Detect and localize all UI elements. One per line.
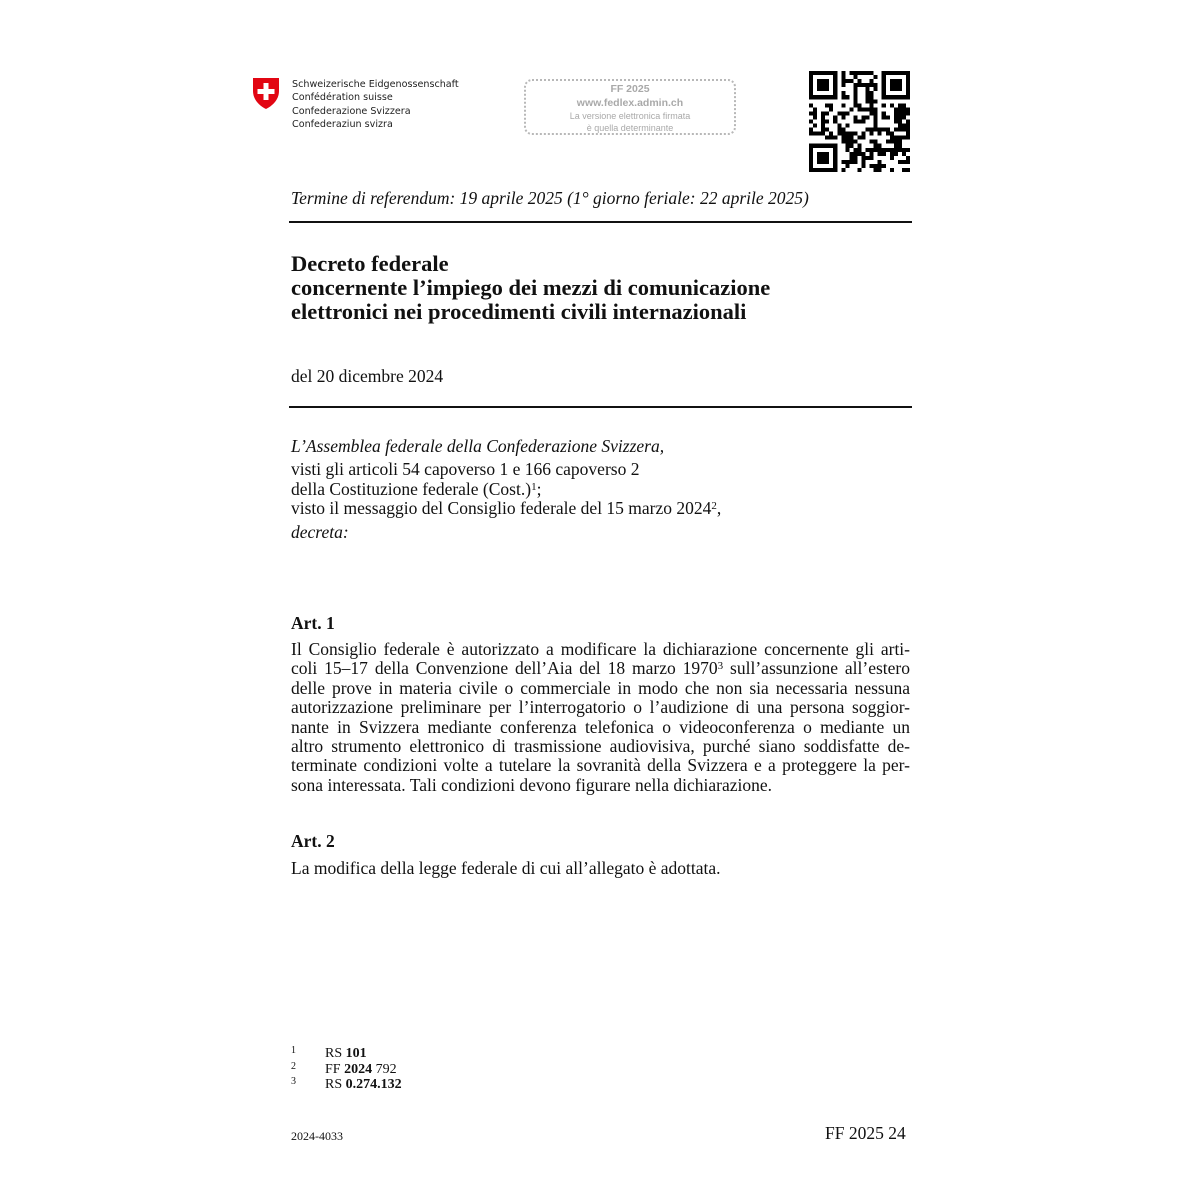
article-line: terminate condizioni volte a tutelare la sovranità della Svizzera e a proteggere la per- <box>291 755 910 776</box>
article-1-body <box>291 640 910 795</box>
article-line: altro strumento elettronico di trasmissione audiovisiva, purché siano soddisfatte de- <box>291 735 910 756</box>
article-line: autorizzazione preliminare per l’interrogatorio o l’audizione di una persona soggior- <box>291 697 910 718</box>
preamble-decreta: decreta: <box>291 521 349 542</box>
title-line: elettronici nei procedimenti civili internazionali <box>291 299 747 324</box>
title-line: concernente l’impiego dei mezzi di comunicazione <box>291 275 771 300</box>
footnote-number: 2 <box>291 1060 296 1072</box>
footnote-text <box>325 1077 402 1093</box>
page-reference: FF 2025 24 <box>825 1123 906 1143</box>
preamble-line <box>291 499 721 518</box>
preamble-line: visti gli articoli 54 capoverso 1 e 166 capoverso 2 <box>291 459 640 480</box>
preamble-line <box>291 480 721 499</box>
article-1-heading: Art. 1 <box>291 613 335 633</box>
article-line <box>291 659 910 678</box>
confederation-name-it: Confederazione Svizzera <box>292 105 411 117</box>
footnote-ref[interactable]: 2 <box>711 500 717 513</box>
article-line: sona interessata. Tali condizioni devono figurare nella dichiarazione. <box>291 774 772 795</box>
divider <box>289 406 912 408</box>
footnote-text <box>325 1046 367 1062</box>
preamble-assembly: L’Assemblea federale della Confederazione Svizzera, <box>291 436 665 456</box>
footnote-prefix: FF <box>325 1061 345 1077</box>
article-2-heading: Art. 2 <box>291 831 335 851</box>
article-2-body: La modifica della legge federale di cui all’allegato è adottata. <box>291 858 721 878</box>
article-text: sull’assunzione all’estero <box>723 658 910 679</box>
preamble-punct: , <box>716 498 722 519</box>
confederation-name-de: Schweizerische Eidgenossenschaft <box>292 79 459 90</box>
qr-code <box>809 71 910 172</box>
footnote-suffix: 792 <box>372 1061 397 1077</box>
preamble <box>291 437 721 542</box>
stamp-note-2: è quella determinante <box>586 123 674 133</box>
confederation-names <box>292 78 459 132</box>
electronic-version-stamp <box>524 79 736 135</box>
footnote-bold: 2024 <box>344 1061 373 1077</box>
footnote-bold: 0.274.132 <box>345 1077 402 1093</box>
referendum-deadline: Termine di referendum: 19 aprile 2025 (1° giorno feriale: 22 aprile 2025) <box>291 188 809 208</box>
title-line: Decreto federale <box>291 251 449 276</box>
document-title <box>291 252 770 324</box>
footnote-prefix: RS <box>325 1077 346 1093</box>
divider <box>289 221 912 223</box>
footnote-text <box>325 1062 397 1078</box>
preamble-text: della Costituzione federale (Cost.) <box>291 478 532 499</box>
preamble-punct: ; <box>536 478 542 499</box>
article-line: delle prove in materia civile o commerciale in modo che non sia necessaria nessuna <box>291 677 910 698</box>
article-line: Il Consiglio federale è autorizzato a modificare la dichiarazione concernente gli arti- <box>291 639 910 659</box>
stamp-issue: FF 2025 <box>610 83 650 95</box>
swiss-crest-icon <box>252 77 280 110</box>
footnote-number: 3 <box>291 1076 296 1088</box>
document-date: del 20 dicembre 2024 <box>291 366 444 386</box>
footnote-ref[interactable]: 3 <box>717 660 724 673</box>
stamp-note-1: La versione elettronica firmata <box>569 111 691 121</box>
article-text: coli 15–17 della Convenzione dell’Aia del 18 marzo 1970 <box>291 658 718 679</box>
stamp-url: www.fedlex.admin.ch <box>576 97 684 109</box>
preamble-text: visto il messaggio del Consiglio federale del 15 marzo 2024 <box>291 498 712 519</box>
footnote-number: 1 <box>291 1045 296 1056</box>
article-line: nante in Svizzera mediante conferenza telefonica o videoconferenza o mediante un <box>291 716 910 737</box>
footnote-prefix: RS <box>325 1046 346 1061</box>
confederation-name-fr: Confédération suisse <box>292 92 393 104</box>
footnote-ref[interactable]: 1 <box>531 480 537 493</box>
confederation-name-rm: Confederaziun svizra <box>292 119 393 131</box>
document-number: 2024-4033 <box>291 1129 343 1143</box>
footnote-bold: 101 <box>345 1046 367 1061</box>
